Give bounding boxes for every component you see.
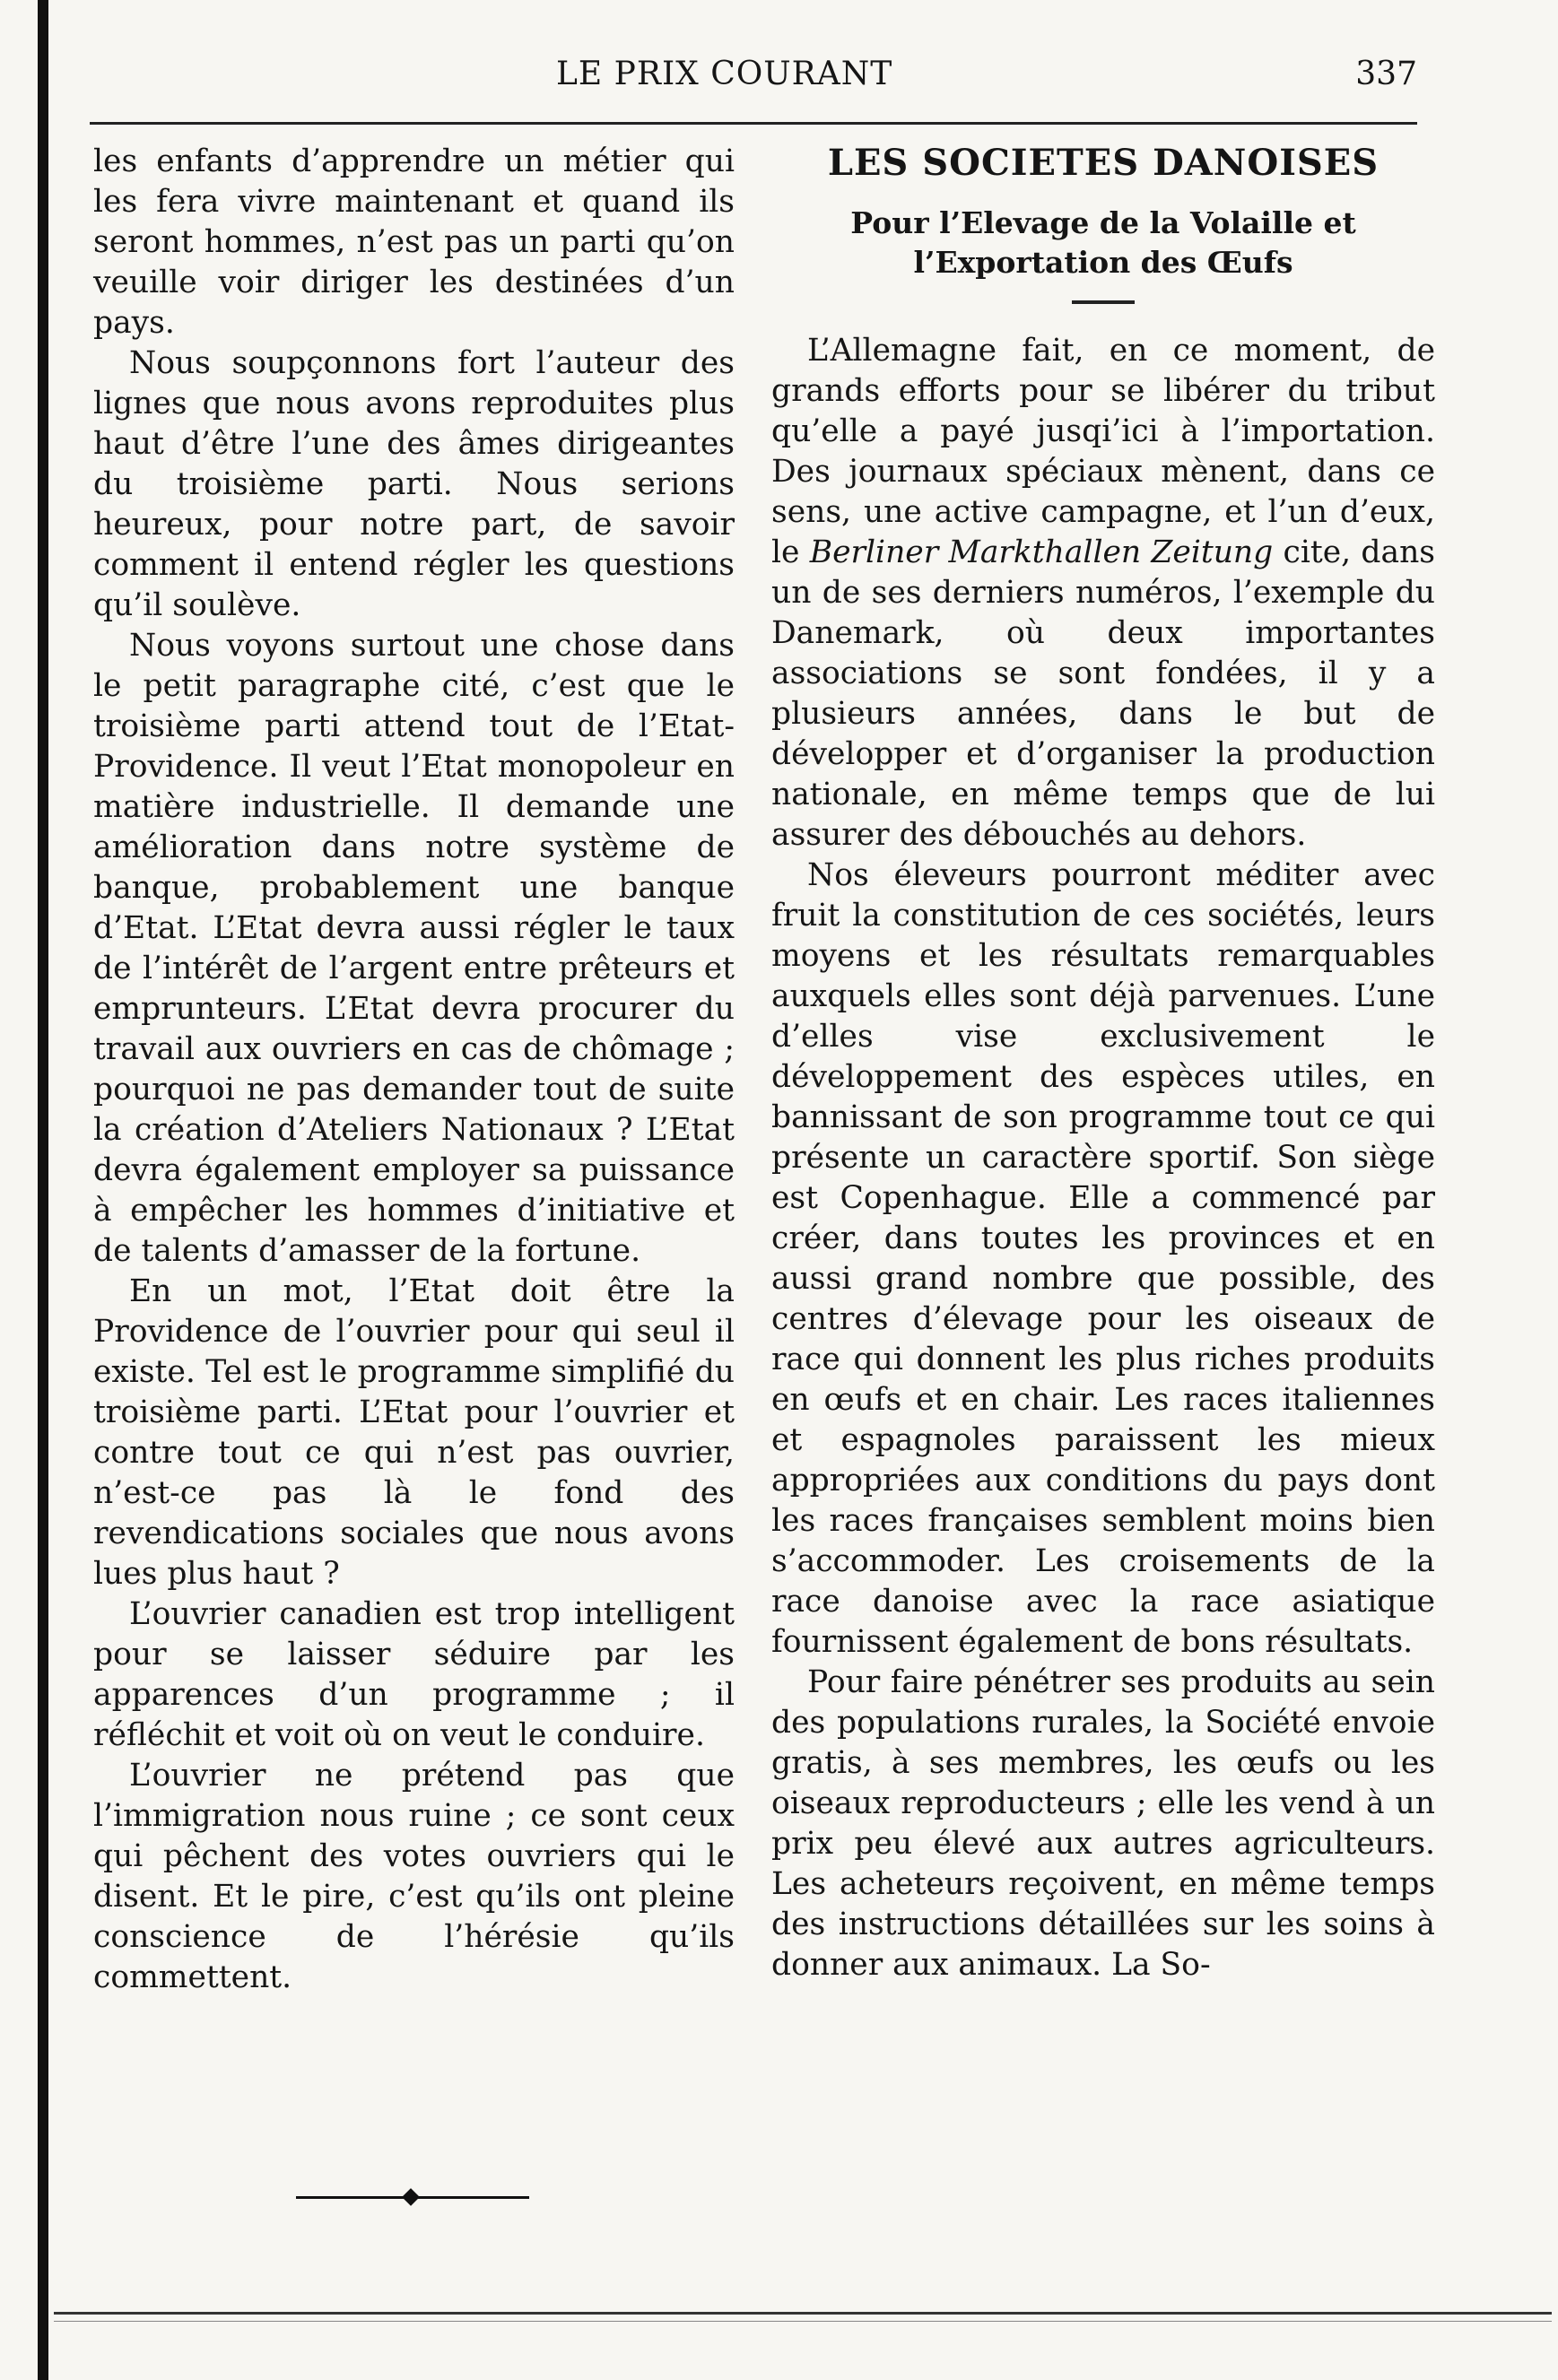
right-paragraph-2: Nos éleveurs pourront méditer avec fruit la constitution de ces sociétés, leurs moyens et les résultats remarquables auxquels elles sont déjà parvenues. L’une d’elles vise exclusivement le développement des espèces utiles, en bannissant de son programme tout ce qui présente un caractère sportif. Son siège est Copenhague. Elle a commencé par créer, dans toutes les provinces et en aussi grand nombre que possible, des centres d’élevage pour les oiseaux de race qui donnent les plus riches produits en œufs et en chair. Les races italiennes et espagnoles paraissent les mieux appropriées aux conditions du pays dont les races françaises semblent moins bien s’accommoder. Les croisements de la race danoise avec la race asiatique fournissent également de bons résultats. [771, 857, 1435, 1660]
left-paragraph-4: En un mot, l’Etat doit être la Providence de l’ouvrier pour qui seul il existe. Tel est le programme simplifié du troisième parti. L’Etat pour l’ouvrier et contre tout ce qui n’est pas ouvrier, n’est-ce pas là le fond des revendications sociales que nous avons lues plus haut ? [93, 1273, 735, 1592]
header-rule [90, 122, 1417, 125]
journal-title: LE PRIX COURANT [556, 56, 893, 92]
left-paragraph-1: les enfants d’apprendre un métier qui les fera vivre maintenant et quand ils seront hommes, n’est pas un parti qu’on veuille voir diriger les destinées d’un pays. [93, 143, 735, 341]
left-paragraph-5: L’ouvrier canadien est trop intelligent pour se laisser séduire par les apparences d’un programme ; il réfléchit et voit où on veut le conduire. [93, 1596, 735, 1753]
right-paragraph-3: Pour faire pénétrer ses produits au sein des populations rurales, la Société envoie gratis, à ses membres, les œufs ou les oiseaux reproducteurs ; elle les vend à un prix peu élevé aux autres agriculteurs. Les acheteurs reçoivent, en même temps des instructions détaillées sur les soins à donner aux animaux. La So- [771, 1664, 1435, 1983]
article-subtitle-line-2: l’Exportation des Œufs [913, 245, 1293, 280]
page-number: 337 [1355, 56, 1417, 92]
article-title: LES SOCIETES DANOISES [827, 142, 1380, 184]
right-paragraph-1-end: cite, dans un de ses derniers numéros, l’exemple du Danemark, où deux importantes associations se sont fondées, il y a plusieurs années, dans le but de développer et d’organiser la production nationale, en même temps que de lui assurer des débouchés au dehors. [771, 534, 1436, 853]
footer-rule-thin [54, 2321, 1552, 2322]
title-rule [1072, 300, 1135, 304]
right-paragraph-1 [771, 331, 1435, 856]
footer-rule [54, 2312, 1552, 2315]
right-paragraph-1-start: L’Allemagne fait, en ce moment, de grands efforts pour se libérer du tribut qu’elle a payé jusqi’ici à l’importation. Des journaux spéciaux mènent, dans ce sens, une active campagne, et l’un d’eux, le [771, 333, 1435, 570]
newspaper-name: Berliner Markthallen Zeitung [809, 534, 1274, 570]
page-binding-rule [38, 0, 48, 2380]
left-paragraph-6: L’ouvrier ne prétend pas que l’immigration nous ruine ; ce sont ceux qui pêchent des votes ouvriers qui le disent. Et le pire, c’est qu’ils ont pleine conscience de l’hérésie qu’ils commettent. [93, 1758, 735, 1995]
running-head [90, 56, 1417, 109]
left-column [93, 142, 735, 1998]
left-paragraph-3: Nous voyons surtout une chose dans le petit paragraphe cité, c’est que le troisième parti attend tout de l’Etat-Providence. Il veut l’Etat monopoleur en matière industrielle. Il demande une amélioration dans notre système de banque, probablement une banque d’Etat. L’Etat devra aussi régler le taux de l’intérêt de l’argent entre prêteurs et emprunteurs. L’Etat devra procurer du travail aux ouvriers en cas de chômage ; pourquoi ne pas demander tout de suite la création d’Ateliers Nationaux ? L’Etat devra également employer sa puissance à empêcher les hommes d’initiative et de talents d’amasser de la fortune. [93, 628, 735, 1269]
right-column [771, 142, 1435, 1985]
end-ornament-divider [296, 2188, 529, 2206]
ornament-diamond [402, 2188, 420, 2206]
left-paragraph-2: Nous soupçonnons fort l’auteur des lignes que nous avons reproduites plus haut d’être l’une des âmes dirigeantes du troisième parti. Nous serions heureux, pour notre part, de savoir comment il entend régler les questions qu’il soulève. [93, 345, 735, 623]
article-subtitle-line-1: Pour l’Elevage de la Volaille et [850, 205, 1356, 240]
